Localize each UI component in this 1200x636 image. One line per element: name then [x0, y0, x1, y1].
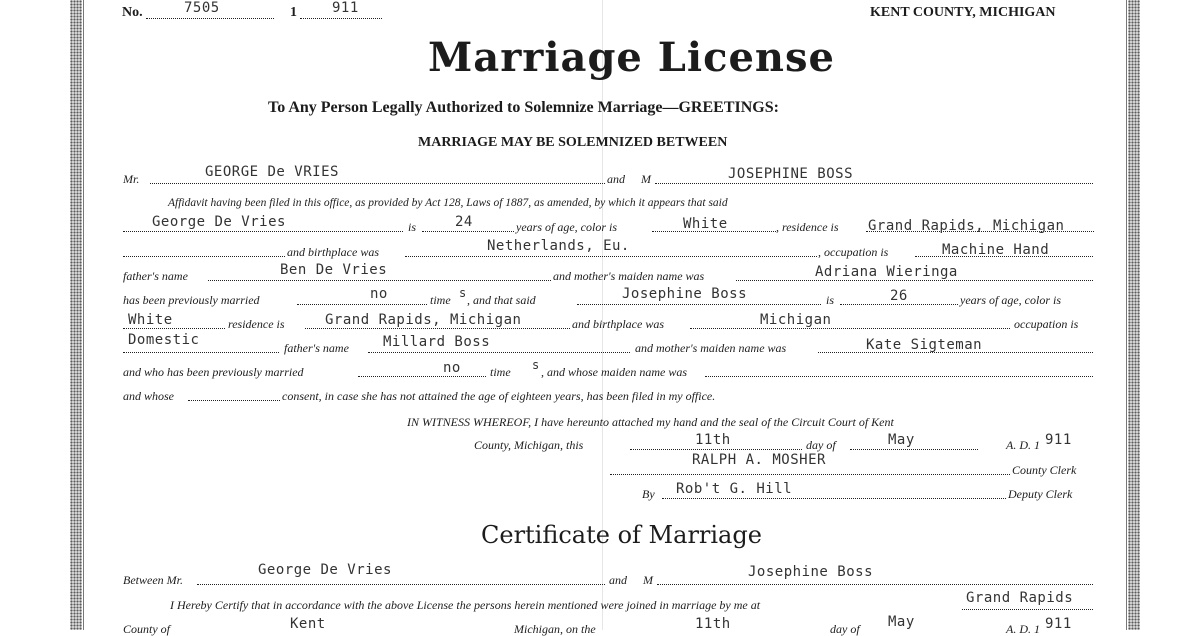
deputy-clerk-name: Rob't G. Hill: [676, 481, 793, 497]
certificate-title: Certificate of Marriage: [481, 521, 762, 549]
marriage-month: May: [888, 614, 915, 630]
bride-full-name: Josephine Boss: [622, 286, 748, 302]
deputy-clerk-title: Deputy Clerk: [1008, 487, 1073, 501]
marriage-county: Kent: [290, 616, 326, 632]
maiden-name-line: [705, 376, 1093, 377]
consent-text: consent, in case she has not attained the age of eighteen years, has been filed in my office.: [282, 389, 716, 403]
bride-line: [655, 183, 1093, 184]
document-title: Marriage License: [428, 34, 835, 81]
m-label: M: [641, 172, 651, 186]
solemnized-heading: MARRIAGE MAY BE SOLEMNIZED BETWEEN: [418, 135, 728, 150]
license-year-line: [300, 18, 382, 19]
bride-residence: Grand Rapids, Michigan: [325, 312, 522, 328]
license-number: 7505: [184, 0, 220, 16]
groom-line: [150, 183, 605, 184]
license-year: 911: [332, 0, 359, 16]
bride-previously-married: no: [443, 360, 461, 376]
groom-full-name: George De Vries: [152, 214, 286, 230]
bride-occupation: Domestic: [128, 332, 200, 348]
greeting-line: To Any Person Legally Authorized to Solemnize Marriage—GREETINGS:: [268, 99, 779, 116]
county-heading: KENT COUNTY, MICHIGAN: [870, 5, 1056, 20]
marriage-day: 11th: [695, 616, 731, 632]
certificate-groom: George De Vries: [258, 562, 392, 578]
groom-previously-married: no: [370, 286, 388, 302]
right-ornamental-border: [1128, 0, 1140, 630]
groom-birthplace: Netherlands, Eu.: [487, 238, 630, 254]
groom-name: GEORGE De VRIES: [205, 164, 339, 180]
marriage-year: 911: [1045, 616, 1072, 632]
marriage-place: Grand Rapids: [966, 590, 1074, 606]
mr-label: Mr.: [123, 172, 140, 186]
witness-day: 11th: [695, 432, 731, 448]
groom-residence: Grand Rapids, Michigan: [868, 218, 1065, 234]
certificate-bride: Josephine Boss: [748, 564, 874, 580]
and-label: and: [607, 172, 625, 186]
county-clerk-name: RALPH A. MOSHER: [692, 452, 826, 468]
groom-color: White: [683, 216, 728, 232]
groom-occupation: Machine Hand: [942, 242, 1050, 258]
bride-color: White: [128, 312, 173, 328]
certify-text: I Hereby Certify that in accordance with the above License the persons herein mentioned were joined in marriage by me at: [170, 598, 761, 612]
county-clerk-title: County Clerk: [1012, 463, 1077, 477]
witness-year: 911: [1045, 432, 1072, 448]
license-number-line: [146, 18, 274, 19]
groom-father: Ben De Vries: [280, 262, 388, 278]
groom-mother: Adriana Wieringa: [815, 264, 958, 280]
left-ornamental-border: [70, 0, 82, 630]
bride-mother: Kate Sigteman: [866, 337, 983, 353]
license-year-prefix: 1: [290, 5, 297, 20]
bride-name: JOSEPHINE BOSS: [728, 166, 854, 182]
witness-text: IN WITNESS WHEREOF, I have hereunto attached my hand and the seal of the Circuit Court of Kent: [407, 415, 894, 429]
witness-month: May: [888, 432, 915, 448]
groom-age: 24: [455, 214, 473, 230]
bride-father: Millard Boss: [383, 334, 491, 350]
bride-birthplace: Michigan: [760, 312, 832, 328]
license-number-label: No.: [122, 5, 143, 20]
affidavit-text: Affidavit having been filed in this office, as provided by Act 128, Laws of 1887, as amended, by which it appears that said: [168, 197, 728, 209]
bride-age: 26: [890, 288, 908, 304]
